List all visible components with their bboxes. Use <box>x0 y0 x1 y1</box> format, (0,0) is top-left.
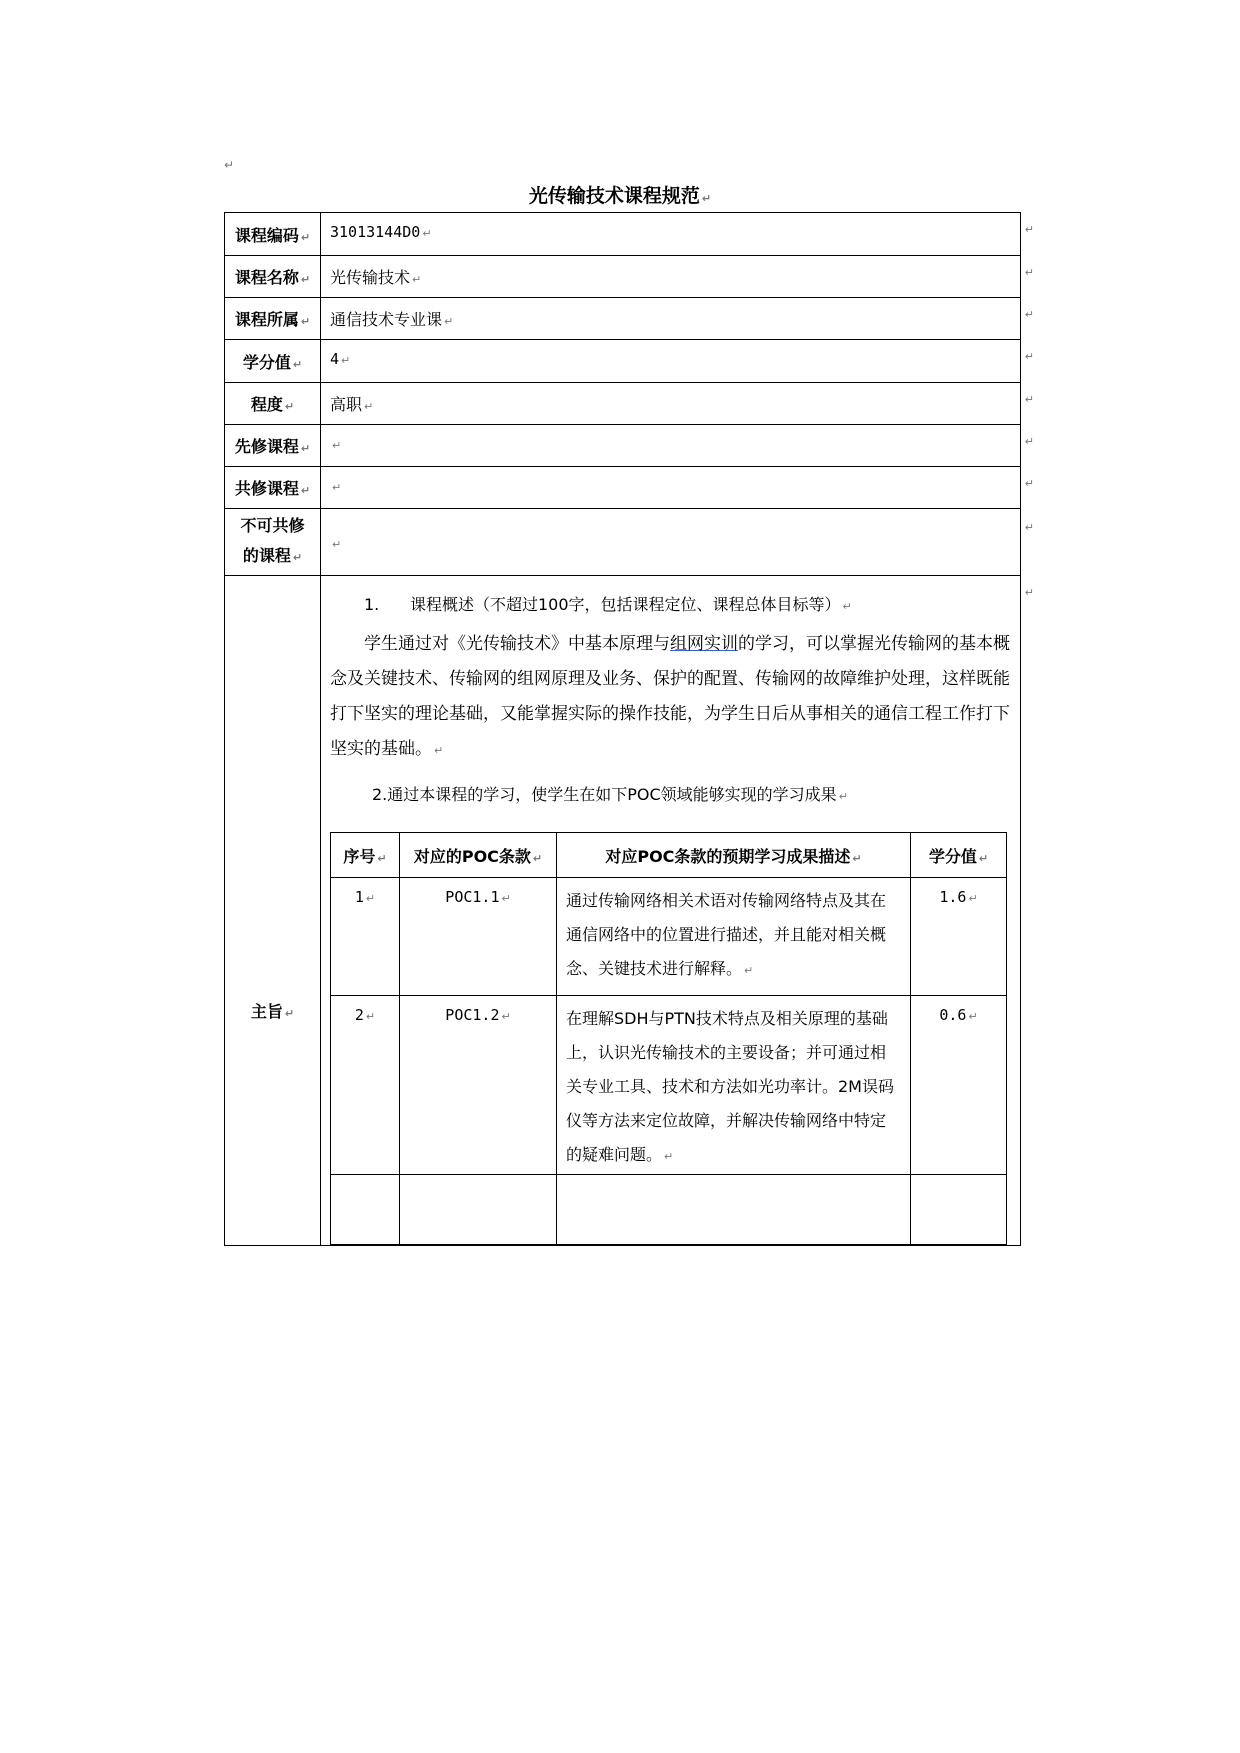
field-value: ↵ ↵ <box>321 467 1021 509</box>
paragraph-mark: ↵ <box>224 158 235 172</box>
row-end-mark: ↵ <box>1024 350 1034 363</box>
field-label: 学分值 ↵ <box>225 340 321 383</box>
table-row <box>331 878 1007 996</box>
empty-cell <box>400 1175 557 1245</box>
row-end-mark: ↵ <box>1024 586 1034 599</box>
underlined-term: 组网实训 <box>670 634 738 654</box>
empty-cell <box>911 1175 1007 1245</box>
credits: 4 <box>330 350 340 368</box>
outcome-description: 在理解SDH与PTN技术特点及相关原理的基础上，认识光传输技术的主要设备；并可通过相关专业工具、技术和方法如光功率计。2M误码仪等方法来定位故障，并解决传输网络中特定的疑难问题。 ↵ <box>557 996 911 1175</box>
poc-clause: POC1.2 ↵ <box>400 996 557 1175</box>
row-credit: 0.6 ↵ <box>911 996 1007 1175</box>
course-spec-table <box>224 212 1034 1246</box>
field-row-exclusions <box>225 509 1021 576</box>
field-label: 课程名称 ↵ <box>225 256 321 298</box>
field-row-corequisites <box>225 467 1021 509</box>
field-label: 课程编码 ↵ <box>225 213 321 256</box>
field-label: 共修课程 ↵ <box>225 467 321 509</box>
field-row-course-category <box>225 298 1021 340</box>
row-end-mark: ↵ <box>1024 521 1034 534</box>
column-header: 学分值 ↵ <box>911 833 1007 878</box>
table-row <box>331 1175 1007 1245</box>
purpose-content <box>321 576 1034 1246</box>
field-row-course-name <box>225 256 1021 298</box>
paragraph-mark: ↵ <box>701 192 712 205</box>
field-label: 程度 ↵ <box>225 383 321 425</box>
field-label: 不可共修 的课程 ↵ <box>225 509 321 576</box>
row-end-mark: ↵ <box>1024 308 1034 321</box>
row-end-mark: ↵ <box>1024 223 1034 236</box>
outcome-description: 通过传输网络相关术语对传输网络特点及其在通信网络中的位置进行描述，并且能对相关概念、关键技术进行解释。 ↵ <box>557 878 911 996</box>
field-row-prerequisites <box>225 425 1021 467</box>
field-label: 课程所属 ↵ <box>225 298 321 340</box>
document-title-text: 光传输技术课程规范 <box>528 185 700 207</box>
poc-clause: POC1.1 ↵ <box>400 878 557 996</box>
table-row <box>331 996 1007 1175</box>
field-value: ↵ ↵ <box>321 425 1021 467</box>
purpose-label: 主旨 ↵ <box>225 576 321 1246</box>
course-spec-sheet <box>224 212 1034 1177</box>
poc-outcomes-table <box>330 832 1007 1245</box>
course-category: 通信技术专业课 <box>330 310 443 329</box>
row-end-mark: ↵ <box>1024 266 1034 279</box>
document-title <box>0 181 1240 208</box>
empty-cell <box>331 1175 400 1245</box>
row-end-mark: ↵ <box>1024 393 1034 406</box>
overview-text: 学生通过对《光传输技术》中基本原理与组网实训的学习，可以掌握光传输网的基本概念及关键技术、传输网的组网原理及业务、保护的配置、传输网的故障维护处理，这样既能打下坚实的理论基础，又能掌握实际的操作技能，为学生日后从事相关的通信工程工作打下坚实的基础。 ↵ <box>330 634 1010 759</box>
row-number: 2 ↵ <box>331 996 400 1175</box>
column-header: 对应的POC条款 ↵ <box>400 833 557 878</box>
field-value: 光传输技术 ↵ ↵ <box>321 256 1021 298</box>
field-row-level <box>225 383 1021 425</box>
course-code: 31013144D0 <box>330 223 421 241</box>
field-value: 通信技术专业课 ↵ ↵ <box>321 298 1021 340</box>
row-end-mark: ↵ <box>1024 435 1034 448</box>
field-label: 先修课程 ↵ <box>225 425 321 467</box>
column-header: 对应POC条款的预期学习成果描述 ↵ <box>557 833 911 878</box>
purpose-row <box>225 576 1021 1246</box>
overview-heading: 1. 课程概述（不超过100字，包括课程定位、课程总体目标等） ↵ <box>364 595 852 614</box>
level: 高职 <box>330 395 363 414</box>
empty-cell <box>557 1175 911 1245</box>
field-value: 31013144D0 ↵ ↵ <box>321 213 1021 256</box>
row-credit: 1.6 ↵ <box>911 878 1007 996</box>
row-number: 1 ↵ <box>331 878 400 996</box>
outcomes-heading: 2.通过本课程的学习，使学生在如下POC领域能够实现的学习成果 ↵ <box>372 785 848 804</box>
field-row-course-code <box>225 213 1021 256</box>
field-row-credits <box>225 340 1021 383</box>
poc-header-row <box>331 833 1007 878</box>
row-end-mark: ↵ <box>1024 477 1034 490</box>
course-name: 光传输技术 <box>330 268 411 287</box>
column-header: 序号 ↵ <box>331 833 400 878</box>
field-value: 高职 ↵ ↵ <box>321 383 1021 425</box>
field-value: 4 ↵ ↵ <box>321 340 1021 383</box>
field-value: ↵ ↵ <box>321 509 1021 576</box>
